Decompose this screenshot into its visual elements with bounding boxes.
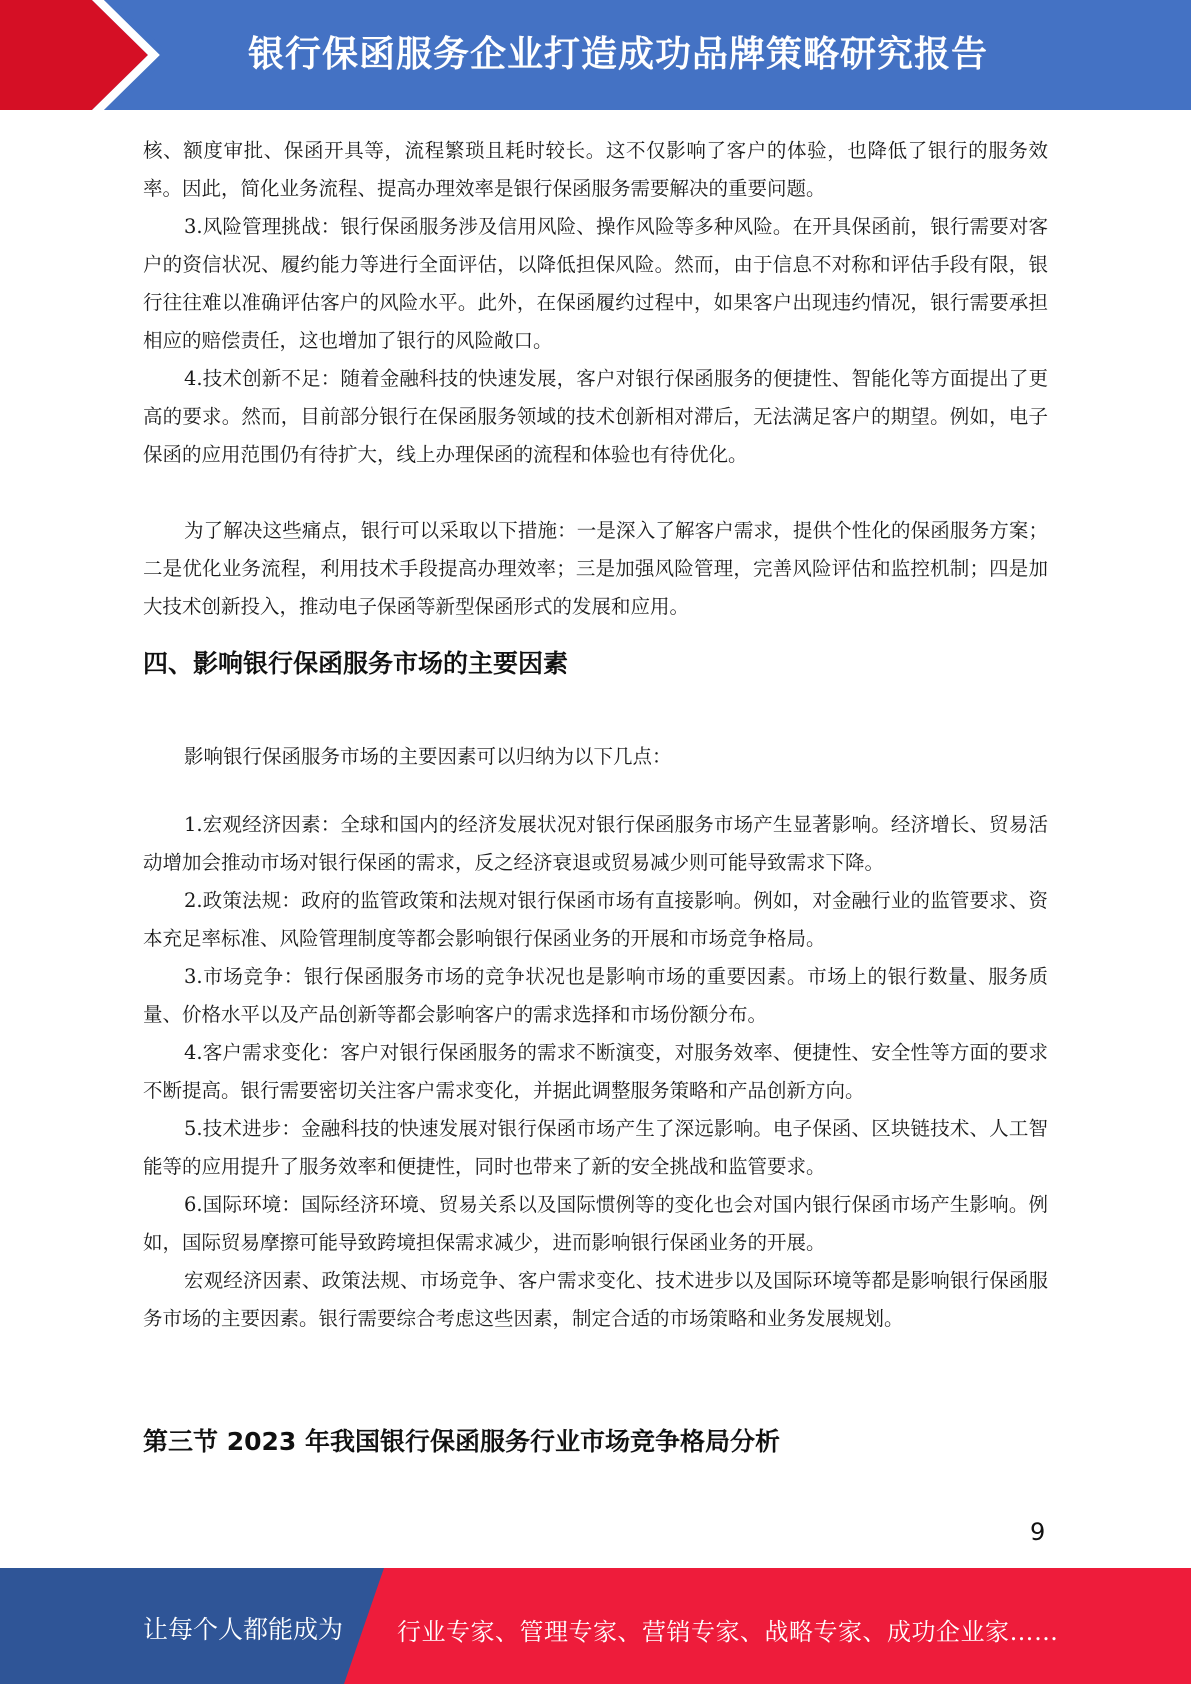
page-content bbox=[143, 132, 1048, 1460]
section-heading: 第三节 2023 年我国银行保函服务行业市场竞争格局分析 bbox=[143, 1427, 780, 1456]
paragraph: 为了解决这些痛点，银行可以采取以下措施：一是深入了解客户需求，提供个性化的保函服务方案；二是优化业务流程，利用技术手段提高办理效率；三是加强风险管理，完善风险评估和监控机制；四是加大技术创新投入，推动电子保函等新型保函形式的发展和应用。 bbox=[143, 519, 1048, 618]
summary-paragraph: 宏观经济因素、政策法规、市场竞争、客户需求变化、技术进步以及国际环境等都是影响银行保函服务市场的主要因素。银行需要综合考虑这些因素，制定合适的市场策略和业务发展规划。 bbox=[143, 1269, 1048, 1330]
section-intro: 影响银行保函服务市场的主要因素可以归纳为以下几点： bbox=[184, 745, 672, 768]
page-number: 9 bbox=[1030, 1518, 1046, 1546]
list-item: 1.宏观经济因素：全球和国内的经济发展状况对银行保函服务市场产生显著影响。经济增长、贸易活动增加会推动市场对银行保函的需求，反之经济衰退或贸易减少则可能导致需求下降。 bbox=[143, 813, 1048, 874]
report-title: 银行保函服务企业打造成功品牌策略研究报告 bbox=[248, 34, 989, 75]
list-item: 2.政策法规：政府的监管政策和法规对银行保函市场有直接影响。例如，对金融行业的监管要求、资本充足率标准、风险管理制度等都会影响银行保函业务的开展和市场竞争格局。 bbox=[143, 889, 1048, 950]
list-item: 6.国际环境：国际经济环境、贸易关系以及国际惯例等的变化也会对国内银行保函市场产生影响。例如，国际贸易摩擦可能导致跨境担保需求减少，进而影响银行保函业务的开展。 bbox=[143, 1193, 1048, 1254]
section-heading: 四、影响银行保函服务市场的主要因素 bbox=[143, 649, 569, 678]
list-item: 4.客户需求变化：客户对银行保函服务的需求不断演变，对服务效率、便捷性、安全性等方面的要求不断提高。银行需要密切关注客户需求变化，并据此调整服务策略和产品创新方向。 bbox=[143, 1041, 1048, 1102]
list-item: 3.市场竞争：银行保函服务市场的竞争状况也是影响市场的重要因素。市场上的银行数量、服务质量、价格水平以及产品创新等都会影响客户的需求选择和市场份额分布。 bbox=[143, 965, 1048, 1026]
footer-slogan-right: 行业专家、管理专家、营销专家、战略专家、成功企业家…… bbox=[397, 1618, 1059, 1646]
paragraph: 3.风险管理挑战：银行保函服务涉及信用风险、操作风险等多种风险。在开具保函前，银行需要对客户的资信状况、履约能力等进行全面评估，以降低担保风险。然而，由于信息不对称和评估手段有限，银行往往难以准确评估客户的风险水平。此外，在保函履约过程中，如果客户出现违约情况，银行需要承担相应的赔偿责任，这也增加了银行的风险敞口。 bbox=[143, 215, 1048, 352]
footer-slogan-left: 让每个人都能成为 bbox=[143, 1615, 344, 1644]
list-item: 5.技术进步：金融科技的快速发展对银行保函市场产生了深远影响。电子保函、区块链技术、人工智能等的应用提升了服务效率和便捷性，同时也带来了新的安全挑战和监管要求。 bbox=[143, 1117, 1048, 1178]
paragraph: 4.技术创新不足：随着金融科技的快速发展，客户对银行保函服务的便捷性、智能化等方面提出了更高的要求。然而，目前部分银行在保函服务领域的技术创新相对滞后，无法满足客户的期望。例如，电子保函的应用范围仍有待扩大，线上办理保函的流程和体验也有待优化。 bbox=[143, 367, 1048, 466]
paragraph: 核、额度审批、保函开具等，流程繁琐且耗时较长。这不仅影响了客户的体验，也降低了银行的服务效率。因此，简化业务流程、提高办理效率是银行保函服务需要解决的重要问题。 bbox=[143, 139, 1048, 200]
